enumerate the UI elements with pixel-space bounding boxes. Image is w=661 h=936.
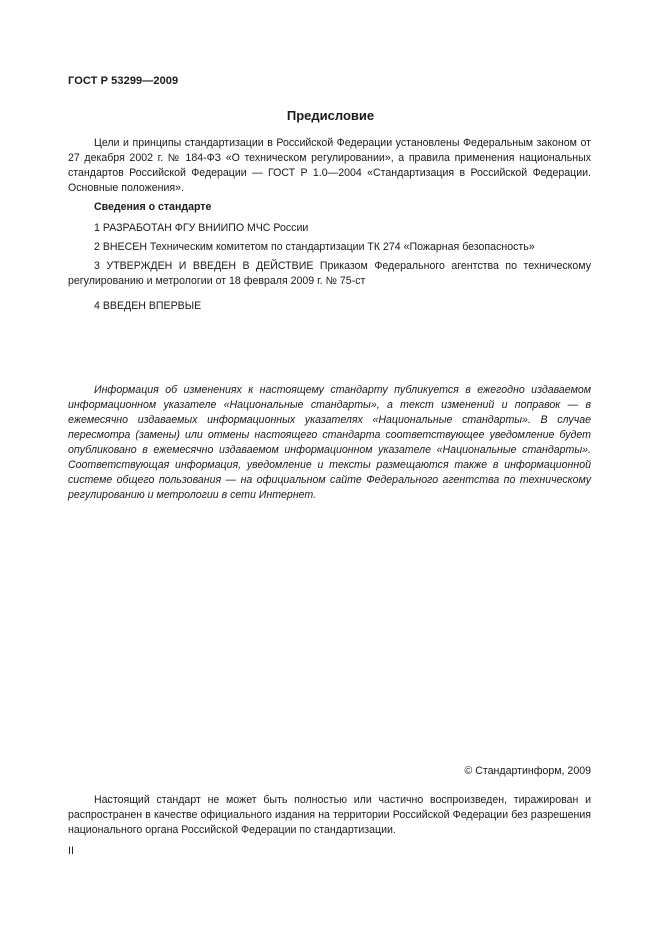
intro-text: Цели и принципы стандартизации в Российской Федерации установлены Федеральным законом от 27 декабря 2002 г. № 184-ФЗ «О техническом регулировании», а правила применения национальных стандартов Российской Федерации — ГОСТ Р 1.0—2004 «Стандартизация в Российской Федерации. Основные положения». [68, 137, 591, 194]
info-item-2: 2 ВНЕСЕН Техническим комитетом по стандартизации ТК 274 «Пожарная безопасность» [94, 241, 535, 253]
info-item-3-paragraph [68, 259, 591, 289]
info-item-4: 4 ВВЕДЕН ВПЕРВЫЕ [94, 300, 202, 312]
copyright-line: © Стандартинформ, 2009 [464, 765, 591, 777]
intro-paragraph [68, 136, 591, 196]
page-title: Предисловие [286, 108, 375, 123]
notice-paragraph [68, 383, 591, 503]
notice-text: Информация об изменениях к настоящему стандарту публикуется в ежегодно издаваемом информационном указателе «Национальные стандарты», а текст изменений и поправок — в ежемесячно издаваемых информационных указателях «Национальные стандарты». В случае пересмотра (замены) или отмены настоящего стандарта соответствующее уведомление будет опубликовано в ежемесячно издаваемом информационном указателе «Национальные стандарты». Соответствующая информация, уведомление и тексты размещаются также в информационной системе общего пользования — на официальном сайте Федерального агентства по техническому регулированию и метрологии в сети Интернет. [68, 384, 591, 501]
reproduction-paragraph [68, 793, 591, 838]
reproduction-text: Настоящий стандарт не может быть полностью или частично воспроизведен, тиражирован и распространен в качестве официального издания на территории Российской Федерации без разрешения национального органа Российской Федерации по стандартизации. [68, 794, 591, 836]
page-number: II [68, 845, 74, 857]
standard-code: ГОСТ Р 53299—2009 [68, 75, 179, 87]
info-heading: Сведения о стандарте [94, 201, 212, 213]
info-item-3: 3 УТВЕРЖДЕН И ВВЕДЕН В ДЕЙСТВИЕ Приказом Федерального агентства по техническому регулированию и метрологии от 18 февраля 2009 г. № 75-ст [68, 260, 591, 287]
info-item-1: 1 РАЗРАБОТАН ФГУ ВНИИПО МЧС России [94, 222, 309, 234]
